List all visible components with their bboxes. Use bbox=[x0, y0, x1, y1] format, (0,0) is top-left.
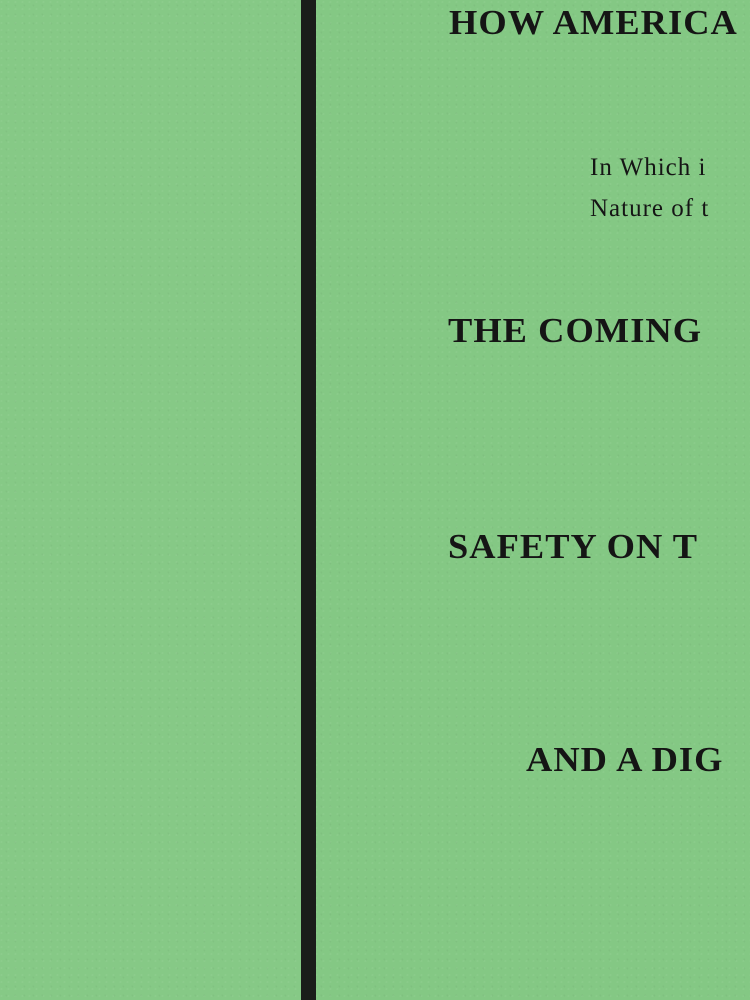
subtitle-line-2: Nature of t bbox=[590, 195, 710, 222]
black-vertical-rule bbox=[301, 0, 316, 1000]
left-page-panel bbox=[0, 0, 301, 1000]
heading-line-1: HOW AMERICA bbox=[449, 3, 738, 42]
heading-line-4: AND A DIG bbox=[526, 740, 724, 779]
heading-line-2: THE COMING bbox=[448, 311, 703, 350]
subtitle-line-1: In Which i bbox=[590, 154, 707, 181]
heading-line-3: SAFETY ON T bbox=[448, 527, 699, 566]
